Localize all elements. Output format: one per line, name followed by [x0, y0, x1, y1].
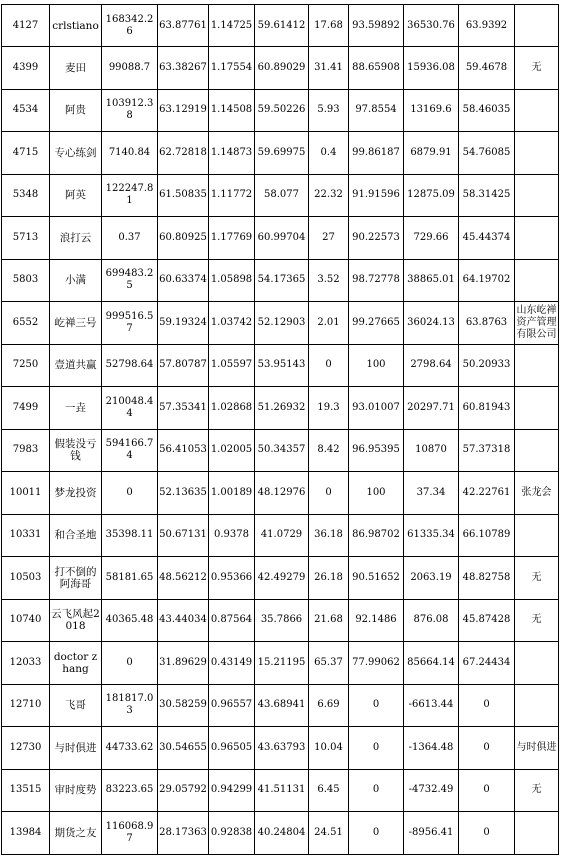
name-cell: 期货之友 [50, 812, 102, 855]
rate-cell: 0 [349, 684, 404, 727]
rank-cell: 4127 [2, 5, 50, 47]
rank-cell: 4715 [2, 132, 50, 175]
rank-cell: 6552 [2, 302, 50, 345]
name-cell: 屹禅三号 [50, 302, 102, 345]
table-row [2, 302, 559, 345]
pct-cell: 8.42 [309, 429, 349, 472]
value-cell: 0.37 [102, 217, 158, 260]
profit-cell: 36530.76 [404, 5, 459, 47]
value-cell: 210048.44 [102, 387, 158, 430]
pct-cell: 6.69 [309, 684, 349, 727]
rank-cell: 5803 [2, 259, 50, 302]
pct-cell: 24.51 [309, 812, 349, 855]
profit-cell: 36024.13 [404, 302, 459, 345]
ratio-cell: 1.14725 [209, 5, 255, 47]
rank-cell: 12033 [2, 642, 50, 685]
profit-cell: 20297.71 [404, 387, 459, 430]
profit-cell: 729.66 [404, 217, 459, 260]
note-cell [515, 344, 559, 387]
value-cell: 99088.7 [102, 47, 158, 90]
rank-cell: 12730 [2, 727, 50, 770]
rate-cell: 99.86187 [349, 132, 404, 175]
pct-cell: 19.3 [309, 387, 349, 430]
score-cell: 62.72818 [158, 132, 209, 175]
ratio-cell: 1.03742 [209, 302, 255, 345]
table-row [2, 812, 559, 855]
profit-cell: 85664.14 [404, 642, 459, 685]
score-cell: 61.50835 [158, 174, 209, 217]
note-cell [515, 174, 559, 217]
rate-cell: 98.72778 [349, 259, 404, 302]
rate-cell: 93.59892 [349, 5, 404, 47]
note-cell [515, 5, 559, 47]
table-row [2, 5, 559, 47]
table-row [2, 514, 559, 557]
note-cell [515, 89, 559, 132]
rank-cell: 7250 [2, 344, 50, 387]
note-cell: 无 [515, 599, 559, 642]
rate-cell: 97.8554 [349, 89, 404, 132]
value-cell: 122247.81 [102, 174, 158, 217]
rate-cell: 96.95395 [349, 429, 404, 472]
table-row [2, 727, 559, 770]
index-cell: 45.87428 [459, 599, 515, 642]
metric-cell: 48.12976 [255, 472, 309, 515]
rate-cell: 92.1486 [349, 599, 404, 642]
note-cell [515, 132, 559, 175]
rank-cell: 13984 [2, 812, 50, 855]
score-cell: 28.17363 [158, 812, 209, 855]
rate-cell: 91.91596 [349, 174, 404, 217]
table-row [2, 642, 559, 685]
metric-cell: 53.95143 [255, 344, 309, 387]
ratio-cell: 0.94299 [209, 769, 255, 812]
ratio-cell: 1.14873 [209, 132, 255, 175]
pct-cell: 36.18 [309, 514, 349, 557]
metric-cell: 35.7866 [255, 599, 309, 642]
rank-cell: 13515 [2, 769, 50, 812]
pct-cell: 21.68 [309, 599, 349, 642]
profit-cell: 2798.64 [404, 344, 459, 387]
ranking-table [1, 4, 559, 855]
name-cell: 与时俱进 [50, 727, 102, 770]
note-cell [515, 684, 559, 727]
index-cell: 67.24434 [459, 642, 515, 685]
name-cell: 一垚 [50, 387, 102, 430]
score-cell: 31.89629 [158, 642, 209, 685]
table-row [2, 599, 559, 642]
index-cell: 0 [459, 812, 515, 855]
rate-cell: 99.27665 [349, 302, 404, 345]
profit-cell: 876.08 [404, 599, 459, 642]
name-cell: 麦田 [50, 47, 102, 90]
metric-cell: 50.34357 [255, 429, 309, 472]
value-cell: 0 [102, 472, 158, 515]
profit-cell: 13169.6 [404, 89, 459, 132]
index-cell: 59.4678 [459, 47, 515, 90]
pct-cell: 65.37 [309, 642, 349, 685]
score-cell: 57.80787 [158, 344, 209, 387]
ratio-cell: 1.17769 [209, 217, 255, 260]
rate-cell: 0 [349, 769, 404, 812]
profit-cell: -8956.41 [404, 812, 459, 855]
rate-cell: 86.98702 [349, 514, 404, 557]
table-row [2, 174, 559, 217]
score-cell: 52.13635 [158, 472, 209, 515]
profit-cell: -4732.49 [404, 769, 459, 812]
rate-cell: 100 [349, 344, 404, 387]
metric-cell: 15.21195 [255, 642, 309, 685]
pct-cell: 26.18 [309, 557, 349, 600]
score-cell: 48.56212 [158, 557, 209, 600]
index-cell: 58.46035 [459, 89, 515, 132]
ratio-cell: 1.00189 [209, 472, 255, 515]
name-cell: 打不倒的阿海哥 [50, 557, 102, 600]
rank-cell: 5348 [2, 174, 50, 217]
score-cell: 63.12919 [158, 89, 209, 132]
note-cell: 无 [515, 47, 559, 90]
profit-cell: -1364.48 [404, 727, 459, 770]
ratio-cell: 0.95366 [209, 557, 255, 600]
table-body [2, 5, 559, 855]
ratio-cell: 1.02868 [209, 387, 255, 430]
note-cell: 山东屹禅资产管理有限公司 [515, 302, 559, 345]
note-cell [515, 812, 559, 855]
value-cell: 52798.64 [102, 344, 158, 387]
pct-cell: 2.01 [309, 302, 349, 345]
note-cell [515, 429, 559, 472]
index-cell: 45.44374 [459, 217, 515, 260]
rank-cell: 10331 [2, 514, 50, 557]
score-cell: 30.54655 [158, 727, 209, 770]
table-row [2, 132, 559, 175]
ratio-cell: 0.43149 [209, 642, 255, 685]
name-cell: 梦龙投资 [50, 472, 102, 515]
profit-cell: 2063.19 [404, 557, 459, 600]
table-row [2, 89, 559, 132]
note-cell [515, 642, 559, 685]
ratio-cell: 1.11772 [209, 174, 255, 217]
rank-cell: 4534 [2, 89, 50, 132]
rank-cell: 4399 [2, 47, 50, 90]
metric-cell: 54.17365 [255, 259, 309, 302]
index-cell: 0 [459, 684, 515, 727]
rate-cell: 0 [349, 727, 404, 770]
ratio-cell: 1.05898 [209, 259, 255, 302]
profit-cell: 61335.34 [404, 514, 459, 557]
name-cell: crlstiano [50, 5, 102, 47]
index-cell: 48.82758 [459, 557, 515, 600]
name-cell: 阿英 [50, 174, 102, 217]
name-cell: 审时度势 [50, 769, 102, 812]
ratio-cell: 1.05597 [209, 344, 255, 387]
rank-cell: 10503 [2, 557, 50, 600]
rate-cell: 0 [349, 812, 404, 855]
rate-cell: 90.22573 [349, 217, 404, 260]
ratio-cell: 1.17554 [209, 47, 255, 90]
rate-cell: 77.99062 [349, 642, 404, 685]
profit-cell: 37.34 [404, 472, 459, 515]
metric-cell: 52.12903 [255, 302, 309, 345]
index-cell: 50.20933 [459, 344, 515, 387]
pct-cell: 5.93 [309, 89, 349, 132]
metric-cell: 40.24804 [255, 812, 309, 855]
index-cell: 54.76085 [459, 132, 515, 175]
table-row [2, 557, 559, 600]
profit-cell: -6613.44 [404, 684, 459, 727]
value-cell: 116068.97 [102, 812, 158, 855]
ratio-cell: 1.02005 [209, 429, 255, 472]
rank-cell: 7983 [2, 429, 50, 472]
ratio-cell: 0.96505 [209, 727, 255, 770]
rate-cell: 93.01007 [349, 387, 404, 430]
rate-cell: 88.65908 [349, 47, 404, 90]
pct-cell: 22.32 [309, 174, 349, 217]
metric-cell: 59.61412 [255, 5, 309, 47]
value-cell: 83223.65 [102, 769, 158, 812]
value-cell: 999516.57 [102, 302, 158, 345]
note-cell: 无 [515, 769, 559, 812]
rank-cell: 12710 [2, 684, 50, 727]
score-cell: 60.80925 [158, 217, 209, 260]
metric-cell: 43.68941 [255, 684, 309, 727]
name-cell: 飞哥 [50, 684, 102, 727]
name-cell: 阿贵 [50, 89, 102, 132]
value-cell: 0 [102, 642, 158, 685]
value-cell: 699483.25 [102, 259, 158, 302]
score-cell: 59.19324 [158, 302, 209, 345]
index-cell: 63.9392 [459, 5, 515, 47]
metric-cell: 41.51131 [255, 769, 309, 812]
rank-cell: 10011 [2, 472, 50, 515]
table-row [2, 769, 559, 812]
index-cell: 60.81943 [459, 387, 515, 430]
value-cell: 58181.65 [102, 557, 158, 600]
pct-cell: 0 [309, 472, 349, 515]
metric-cell: 59.50226 [255, 89, 309, 132]
profit-cell: 15936.08 [404, 47, 459, 90]
score-cell: 57.35341 [158, 387, 209, 430]
metric-cell: 60.89029 [255, 47, 309, 90]
ratio-cell: 0.96557 [209, 684, 255, 727]
index-cell: 58.31425 [459, 174, 515, 217]
table-row [2, 472, 559, 515]
metric-cell: 59.69975 [255, 132, 309, 175]
index-cell: 42.22761 [459, 472, 515, 515]
rank-cell: 10740 [2, 599, 50, 642]
table-row [2, 387, 559, 430]
ratio-cell: 1.14508 [209, 89, 255, 132]
metric-cell: 43.63793 [255, 727, 309, 770]
pct-cell: 6.45 [309, 769, 349, 812]
pct-cell: 17.68 [309, 5, 349, 47]
pct-cell: 27 [309, 217, 349, 260]
value-cell: 103912.38 [102, 89, 158, 132]
index-cell: 66.10789 [459, 514, 515, 557]
index-cell: 0 [459, 727, 515, 770]
pct-cell: 10.04 [309, 727, 349, 770]
metric-cell: 51.26932 [255, 387, 309, 430]
table-row [2, 259, 559, 302]
table-row [2, 429, 559, 472]
value-cell: 35398.11 [102, 514, 158, 557]
ratio-cell: 0.92838 [209, 812, 255, 855]
note-cell: 张龙会 [515, 472, 559, 515]
note-cell [515, 514, 559, 557]
note-cell [515, 259, 559, 302]
table-row [2, 47, 559, 90]
rate-cell: 100 [349, 472, 404, 515]
score-cell: 43.44034 [158, 599, 209, 642]
ratio-cell: 0.87564 [209, 599, 255, 642]
name-cell: 小满 [50, 259, 102, 302]
note-cell [515, 217, 559, 260]
note-cell [515, 387, 559, 430]
index-cell: 63.8763 [459, 302, 515, 345]
pct-cell: 31.41 [309, 47, 349, 90]
metric-cell: 42.49279 [255, 557, 309, 600]
name-cell: 壹道共赢 [50, 344, 102, 387]
index-cell: 0 [459, 769, 515, 812]
rank-cell: 7499 [2, 387, 50, 430]
index-cell: 64.19702 [459, 259, 515, 302]
table-row [2, 344, 559, 387]
note-cell: 无 [515, 557, 559, 600]
score-cell: 56.41053 [158, 429, 209, 472]
name-cell: doctor zhang [50, 642, 102, 685]
name-cell: 和合圣地 [50, 514, 102, 557]
score-cell: 30.58259 [158, 684, 209, 727]
score-cell: 50.67131 [158, 514, 209, 557]
rank-cell: 5713 [2, 217, 50, 260]
value-cell: 40365.48 [102, 599, 158, 642]
note-cell: 与时俱进 [515, 727, 559, 770]
table-row [2, 684, 559, 727]
metric-cell: 58.077 [255, 174, 309, 217]
value-cell: 181817.03 [102, 684, 158, 727]
profit-cell: 12875.09 [404, 174, 459, 217]
pct-cell: 0 [309, 344, 349, 387]
score-cell: 60.63374 [158, 259, 209, 302]
name-cell: 专心练剑 [50, 132, 102, 175]
value-cell: 594166.74 [102, 429, 158, 472]
profit-cell: 38865.01 [404, 259, 459, 302]
metric-cell: 41.0729 [255, 514, 309, 557]
pct-cell: 3.52 [309, 259, 349, 302]
value-cell: 168342.26 [102, 5, 158, 47]
name-cell: 云飞风起2018 [50, 599, 102, 642]
value-cell: 7140.84 [102, 132, 158, 175]
ratio-cell: 0.9378 [209, 514, 255, 557]
value-cell: 44733.62 [102, 727, 158, 770]
profit-cell: 10870 [404, 429, 459, 472]
pct-cell: 0.4 [309, 132, 349, 175]
score-cell: 63.87761 [158, 5, 209, 47]
index-cell: 57.37318 [459, 429, 515, 472]
score-cell: 29.05792 [158, 769, 209, 812]
rate-cell: 90.51652 [349, 557, 404, 600]
metric-cell: 60.99704 [255, 217, 309, 260]
score-cell: 63.38267 [158, 47, 209, 90]
table-row [2, 217, 559, 260]
profit-cell: 6879.91 [404, 132, 459, 175]
name-cell: 浪打云 [50, 217, 102, 260]
name-cell: 假装没亏钱 [50, 429, 102, 472]
